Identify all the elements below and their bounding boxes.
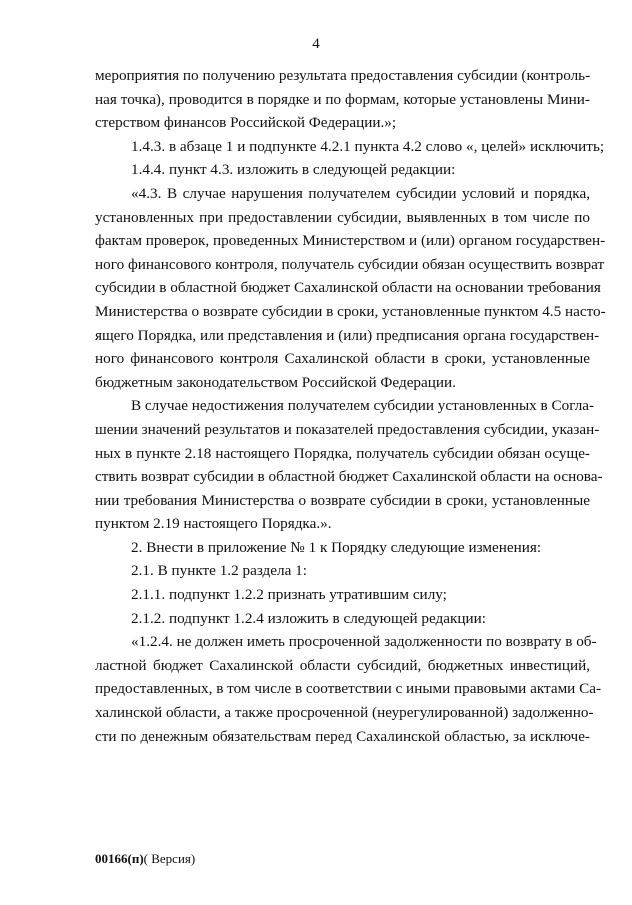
text-line: «4.3. В случае нарушения получателем субсидии условий и порядка, — [131, 184, 590, 202]
text-line: 2.1.2. подпункт 1.2.4 изложить в следующей редакции: — [131, 609, 486, 627]
text-line: «1.2.4. не должен иметь просроченной задолженности по возврату в об- — [131, 633, 597, 651]
text-line: халинской области, а также просроченной (неурегулированной) задолженно- — [95, 704, 594, 722]
text-line: В случае недостижения получателем субсидии установленных в Согла- — [131, 397, 595, 415]
text-line: ящего Порядка, или представления и (или) предписания органа государствен- — [95, 326, 600, 344]
text-line: 2. Внести в приложение № 1 к Порядку следующие изменения: — [131, 538, 542, 556]
text-line: ного финансового контроля Сахалинской области в сроки, установленные — [95, 350, 590, 368]
text-line: сти по денежным обязательствам перед Сахалинской областью, за исключе- — [95, 727, 590, 745]
text-line: нии требования Министерства о возврате субсидии в сроки, установленные — [95, 491, 590, 509]
text-line: установленных при предоставлении субсидии, выявленных в том числе по — [95, 208, 590, 226]
text-line: предоставленных, в том числе в соответствии с иными правовыми актами Са- — [95, 680, 602, 698]
document-body — [95, 64, 606, 748]
text-line: стерством финансов Российской Федерации.»; — [95, 114, 397, 132]
text-line: ствить возврат субсидии в областной бюджет Сахалинской области на основа- — [95, 468, 603, 486]
text-line: Министерства о возврате субсидии в сроки, установленные пунктом 4.5 насто- — [95, 302, 606, 320]
text-line: ного финансового контроля, получатель субсидии обязан осуществить возврат — [95, 255, 605, 273]
text-line: шении значений результатов и показателей предоставления субсидии, указан- — [95, 420, 600, 438]
text-line: ная точка), проводится в порядке и по формам, которые установлены Мини- — [95, 90, 590, 108]
text-line: ластной бюджет Сахалинской области субсидий, бюджетных инвестиций, — [95, 656, 590, 674]
document-code: 00166(п) — [95, 851, 144, 866]
text-line: пунктом 2.19 настоящего Порядка.». — [95, 515, 332, 533]
text-line: ных в пункте 2.18 настоящего Порядка, получатель субсидии обязан осуще- — [95, 444, 590, 462]
text-line: 2.1. В пункте 1.2 раздела 1: — [131, 562, 307, 580]
document-footer — [95, 851, 195, 867]
text-line: 1.4.3. в абзаце 1 и подпункте 4.2.1 пункта 4.2 слово «, целей» исключить; — [131, 137, 605, 155]
text-line: 2.1.1. подпункт 1.2.2 признать утратившим силу; — [131, 586, 447, 604]
text-line: субсидии в областной бюджет Сахалинской области на основании требования — [95, 279, 601, 297]
text-line: фактам проверок, проведенных Министерством и (или) органом государствен- — [95, 232, 606, 250]
document-version: ( Версия) — [143, 851, 196, 866]
text-line: мероприятия по получению результата предоставления субсидии (контроль- — [95, 67, 591, 84]
text-line: бюджетным законодательством Российской Федерации. — [95, 373, 456, 391]
page-number: 4 — [312, 36, 320, 52]
text-line: 1.4.4. пункт 4.3. изложить в следующей редакции: — [131, 161, 456, 179]
